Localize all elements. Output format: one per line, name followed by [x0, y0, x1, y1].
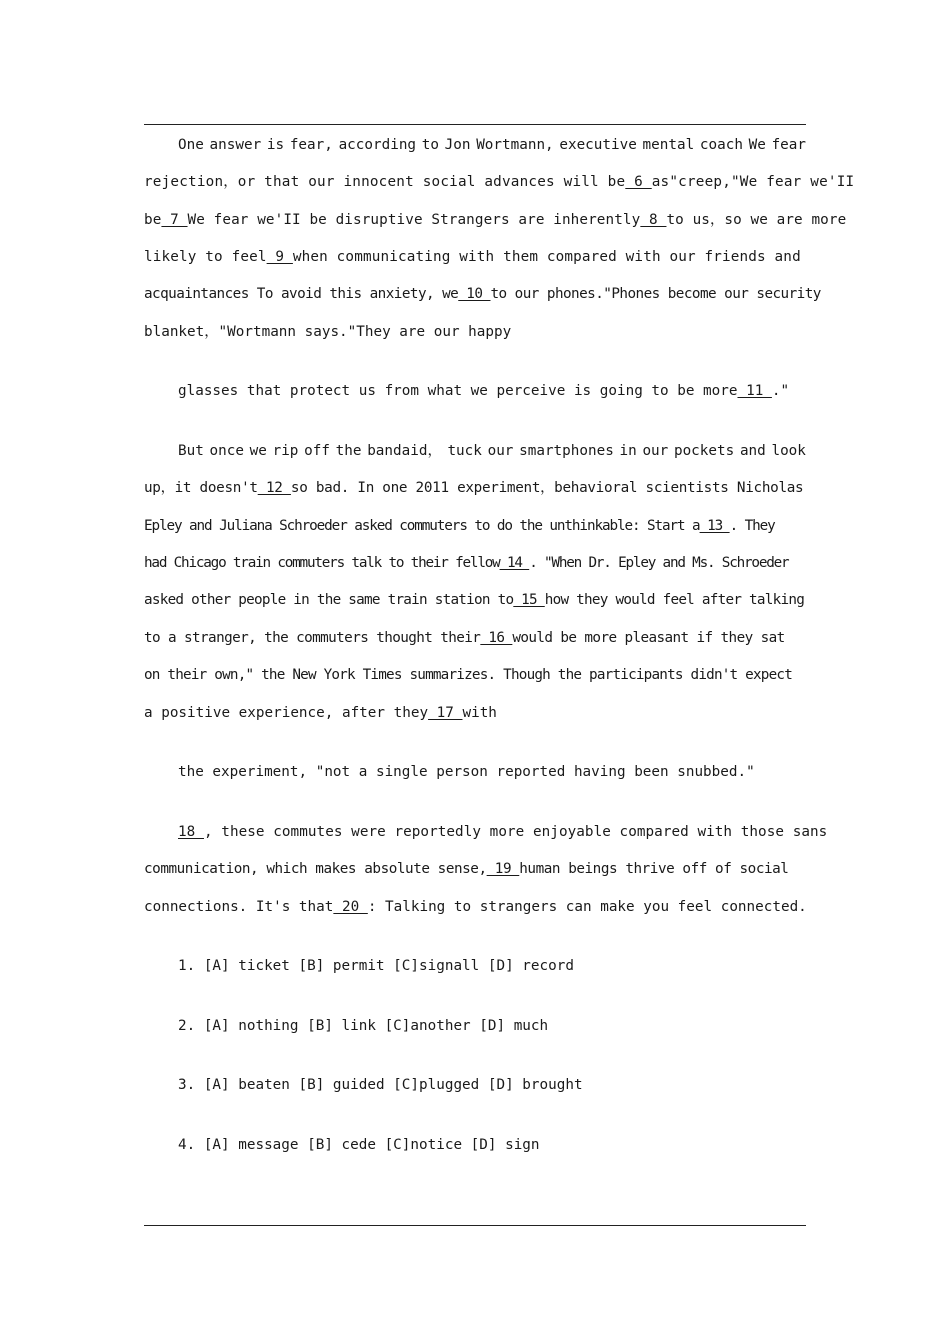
p3-line-6	[144, 626, 806, 650]
text: Epley and Juliana Schroeder asked commuters to do the unthinkable: Start a	[144, 518, 700, 534]
text: had Chicago train commuters talk to their fellow	[144, 555, 500, 571]
text: on their own," the New York Times summarizes. Though the participants didn't expect	[144, 667, 793, 683]
blank-19: 19	[486, 861, 520, 877]
p3-line-8	[144, 701, 806, 725]
text: be	[144, 212, 162, 228]
blank-10: 10	[458, 286, 491, 302]
word: to	[421, 137, 439, 153]
word: coach	[699, 137, 743, 153]
word: is	[266, 137, 285, 153]
text: acquaintances To avoid this anxiety, we	[144, 286, 459, 302]
text: : Talking to strangers can make you feel connected.	[367, 899, 807, 915]
p1-line-3	[144, 208, 847, 232]
text: so bad. In one 2011 experiment，behavioral scientists Nicholas	[290, 480, 804, 496]
word: our	[642, 443, 669, 459]
question-4: 4. [A] message [B] cede [C]notice [D] sign	[178, 1137, 540, 1153]
word: We	[748, 137, 766, 153]
text: likely to feel	[144, 249, 267, 265]
text: rejection，or that our innocent social advances will be	[144, 174, 626, 190]
text: with	[462, 705, 497, 721]
text: ."	[771, 383, 790, 399]
blank-16: 16	[480, 630, 513, 646]
text: blanket，"Wortmann says."They are our happy	[144, 324, 512, 340]
word: fear	[771, 137, 806, 153]
blank-17: 17	[428, 705, 463, 721]
question-1: 1. [A] ticket [B] permit [C]signall [D] record	[178, 958, 574, 974]
word: fear,	[289, 137, 333, 153]
word: and	[739, 443, 766, 459]
blank-18: 18	[178, 824, 204, 840]
blank-8: 8	[640, 212, 667, 228]
p3-line-3	[144, 514, 806, 538]
p3-line-7	[144, 663, 806, 687]
word: Wortmann,	[476, 137, 554, 153]
blank-13: 13	[699, 518, 730, 534]
text: asked other people in the same train station to	[144, 592, 514, 608]
text: the experiment, "not a single person reported having been snubbed."	[178, 764, 755, 780]
text: We fear we'II be disruptive Strangers are inherently	[187, 212, 641, 228]
text: . "When Dr. Epley and Ms. Schroeder	[529, 555, 789, 571]
text: when communicating with them compared with our friends and	[292, 249, 801, 265]
word: according	[338, 137, 417, 153]
word: pockets	[673, 443, 735, 459]
word: once	[209, 443, 244, 459]
p3-line-4	[144, 551, 806, 575]
text: glasses that protect us from what we perceive is going to be more	[178, 383, 738, 399]
p1-line-1	[178, 133, 806, 157]
bottom-rule	[144, 1225, 806, 1226]
word: look	[771, 443, 806, 459]
word: in	[619, 443, 637, 459]
top-rule	[144, 124, 806, 125]
p5-line-2	[144, 857, 806, 881]
p5-line-1	[178, 820, 828, 844]
text: . They	[729, 518, 775, 534]
word: One	[178, 137, 204, 153]
text: human beings thrive off of social	[519, 861, 789, 877]
word: we	[249, 443, 267, 459]
word: smartphones	[519, 443, 614, 459]
blank-15: 15	[513, 592, 545, 608]
blank-9: 9	[266, 249, 293, 265]
word: But	[178, 443, 204, 459]
text: would be more pleasant if they sat	[512, 630, 785, 646]
text: how they would feel after talking	[544, 592, 805, 608]
word: answer	[209, 137, 262, 153]
text: a positive experience, after they	[144, 705, 429, 721]
question-3: 3. [A] beaten [B] guided [C]plugged [D] brought	[178, 1077, 583, 1093]
blank-6: 6	[625, 174, 652, 190]
text: up，it doesn't	[144, 480, 258, 496]
word: the	[335, 443, 362, 459]
word: executive	[559, 137, 637, 153]
p1-line-4	[144, 245, 806, 269]
p3-line-2	[144, 476, 806, 500]
blank-7: 7	[161, 212, 188, 228]
question-2: 2. [A] nothing [B] link [C]another [D] much	[178, 1018, 549, 1034]
word: bandaid，	[367, 443, 442, 459]
p5-line-3	[144, 895, 806, 919]
p1-line-6	[144, 320, 806, 344]
text: to a stranger, the commuters thought their	[144, 630, 481, 646]
p3-line-1	[178, 439, 806, 463]
text: to our phones."Phones become our security	[490, 286, 821, 302]
text: , these commutes were reportedly more enjoyable compared with those sans	[203, 824, 828, 840]
word: rip	[272, 443, 299, 459]
p4-line-1	[178, 760, 806, 784]
blank-20: 20	[333, 899, 368, 915]
text: communication, which makes absolute sense,	[144, 861, 487, 877]
word: off	[304, 443, 330, 459]
word: mental	[642, 137, 695, 153]
word: our	[487, 443, 514, 459]
p1-line-5	[144, 282, 821, 306]
text: as"creep,"We fear we'II	[651, 174, 855, 190]
p3-line-5	[144, 588, 806, 612]
blank-11: 11	[737, 383, 772, 399]
p1-line-2	[144, 170, 855, 194]
blank-12: 12	[257, 480, 291, 496]
text: connections. It's that	[144, 899, 334, 915]
word: Jon	[444, 137, 471, 153]
text: to us，so we are more	[666, 212, 847, 228]
word: tuck	[447, 443, 482, 459]
blank-14: 14	[499, 555, 530, 571]
p2-line-1	[178, 379, 806, 403]
